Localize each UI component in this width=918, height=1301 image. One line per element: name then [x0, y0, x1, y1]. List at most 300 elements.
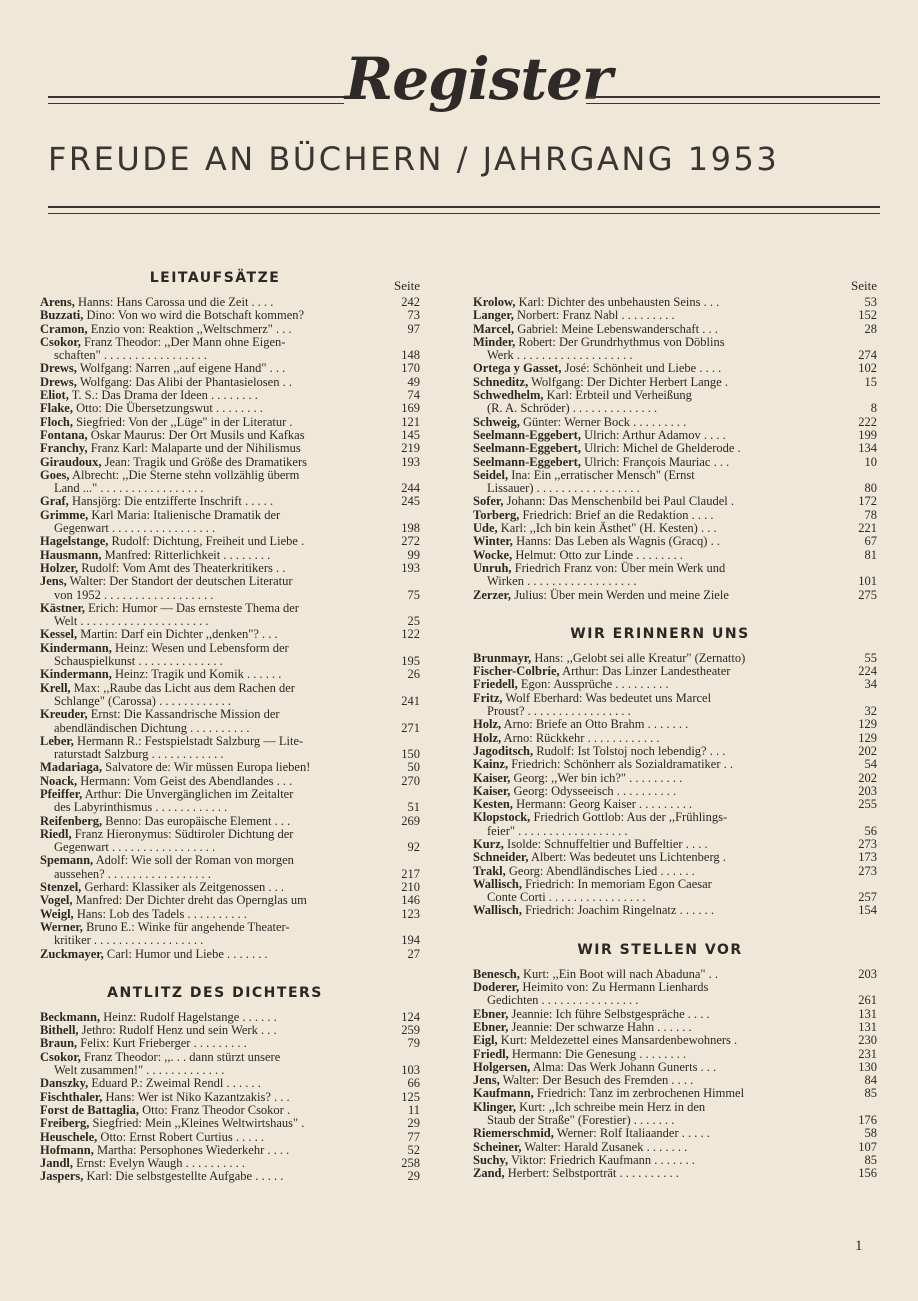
entry-title: Werner: Rolf Italiaander . . . . . [553, 1126, 710, 1141]
entry-author: Flake, [40, 401, 73, 416]
entry-author: Spemann, [40, 853, 94, 868]
index-entry [40, 881, 420, 894]
index-entry [40, 309, 420, 322]
entry-title: Conte Corti . . . . . . . . . . . . . . . . [487, 890, 646, 905]
entry-list [40, 1011, 420, 1184]
index-entry [473, 665, 877, 678]
entry-title: Gegenwart . . . . . . . . . . . . . . . . . [54, 840, 216, 855]
entry-author: Krell, [40, 680, 71, 695]
entry-page: 259 [401, 1023, 420, 1038]
index-entry [473, 798, 877, 811]
entry-text [40, 456, 386, 469]
entry-title: Rudolf: Ist Tolstoj noch lebendig? . . . [533, 743, 726, 758]
entry-author: Benesch, [473, 966, 520, 981]
index-entry [473, 1008, 877, 1021]
index-entry [473, 323, 877, 336]
entry-page [843, 389, 877, 402]
entry-page: 131 [858, 1006, 877, 1021]
entry-author: Kaiser, [473, 783, 511, 798]
entry-author: Jaspers, [40, 1169, 84, 1184]
index-entry [473, 349, 877, 362]
entry-page [386, 854, 420, 867]
entry-page: 122 [401, 627, 420, 642]
index-entry [40, 495, 420, 508]
page-subtitle: FREUDE AN BÜCHERN / JAHRGANG 1953 [48, 140, 780, 178]
entry-author: Ortega y Gasset, [473, 361, 562, 376]
entry-title: Albert: Was bedeutet uns Lichtenberg . [528, 850, 726, 865]
entry-text [40, 655, 386, 668]
index-entry [473, 968, 877, 981]
entry-author: Bithell, [40, 1023, 79, 1038]
index-entry [473, 1074, 877, 1087]
entry-text [40, 549, 386, 562]
index-entry [473, 1101, 877, 1114]
entry-title: Friedrich: Schönherr als Sozialdramatiker . . [508, 757, 734, 772]
entry-text [473, 904, 843, 917]
entry-author: Trakl, [473, 863, 506, 878]
entry-title: Robert: Der Grundrhythmus von Döblins [515, 334, 725, 349]
entry-author: Freiberg, [40, 1116, 90, 1131]
entry-author: Fischer-Colbrie, [473, 664, 560, 679]
header-rule-left-bottom [48, 103, 344, 104]
entry-title: Ulrich: Michel de Ghelderode . [580, 441, 741, 456]
entry-title: Welt zusammen!" . . . . . . . . . . . . . [54, 1063, 225, 1078]
entry-author: Krolow, [473, 295, 516, 309]
index-entry [473, 309, 877, 322]
entry-title: feier" . . . . . . . . . . . . . . . . . . [487, 823, 628, 838]
entry-page: 193 [401, 454, 420, 469]
index-entry [473, 1141, 877, 1154]
entry-author: Holgersen, [473, 1059, 531, 1074]
entry-title: Egon: Aussprüche . . . . . . . . . [517, 677, 669, 692]
entry-author: Wocke, [473, 547, 513, 562]
entry-text [40, 908, 386, 921]
index-entry [40, 628, 420, 641]
index-entry [40, 908, 420, 921]
entry-author: Minder, [473, 334, 516, 349]
left-column [40, 268, 420, 1184]
entry-page: 150 [401, 747, 420, 762]
entry-page: 8 [870, 401, 877, 416]
entry-text [473, 705, 843, 718]
entry-text [40, 828, 386, 841]
entry-page: 15 [864, 374, 877, 389]
index-entry [473, 838, 877, 851]
entry-text [40, 429, 386, 442]
entry-author: Kessel, [40, 627, 78, 642]
entry-page: 221 [858, 521, 877, 536]
header [0, 0, 918, 230]
index-entry [473, 509, 877, 522]
entry-title: von 1952 . . . . . . . . . . . . . . . . . . [54, 587, 214, 602]
header-rule-right-top [586, 96, 880, 98]
entry-title: Hermann: Vom Geist des Abendlandes . . . [77, 773, 293, 788]
index-entry [473, 718, 877, 731]
index-entry [40, 509, 420, 522]
entry-title: abendländischen Dichtung . . . . . . . . . . [54, 720, 250, 735]
entry-page: 125 [401, 1089, 420, 1104]
entry-text [40, 349, 386, 362]
entry-page: 134 [858, 441, 877, 456]
entry-title: aussehen? . . . . . . . . . . . . . . . . . [54, 866, 211, 881]
index-entry [473, 1021, 877, 1034]
entry-page: 85 [864, 1086, 877, 1101]
entry-author: Ebner, [473, 1006, 509, 1021]
entry-page: 242 [401, 295, 420, 309]
entry-author: Beckmann, [40, 1009, 101, 1024]
index-entry [40, 788, 420, 801]
entry-author: Friedell, [473, 677, 518, 692]
entry-author: Giraudoux, [40, 454, 102, 469]
entry-page: 51 [407, 800, 420, 815]
entry-page [386, 642, 420, 655]
entry-page: 170 [401, 361, 420, 376]
entry-title: Wolf Eberhard: Was bedeutet uns Marcel [502, 690, 712, 705]
entry-page [843, 811, 877, 824]
index-entry [473, 772, 877, 785]
entry-author: Grimme, [40, 507, 89, 522]
entry-author: Hofmann, [40, 1142, 94, 1157]
index-entry [473, 549, 877, 562]
entry-text [473, 891, 843, 904]
entry-author: Madariaga, [40, 760, 103, 775]
index-entry [40, 1064, 420, 1077]
index-entry [40, 854, 420, 867]
entry-list [473, 968, 877, 1181]
index-entry [40, 815, 420, 828]
index-entry [40, 894, 420, 907]
entry-page: 230 [858, 1033, 877, 1048]
entry-author: Wallisch, [473, 876, 522, 891]
entry-title: Alma: Das Werk Johann Gunerts . . . [530, 1059, 717, 1074]
index-entry [40, 522, 420, 535]
entry-title: Albrecht: ,,Die Sterne stehn vollzählig überm [69, 467, 300, 482]
index-entry [40, 296, 420, 309]
entry-author: Sofer, [473, 494, 504, 509]
entry-page: 219 [401, 441, 420, 456]
entry-title: Arthur: Das Linzer Landestheater [559, 664, 731, 679]
section-title-spacer [473, 268, 877, 288]
entry-page [386, 602, 420, 615]
index-entry [40, 535, 420, 548]
entry-text [473, 509, 843, 522]
entry-author: Schwedhelm, [473, 388, 544, 403]
index-entry [40, 1037, 420, 1050]
entry-author: Klopstock, [473, 810, 531, 825]
entry-title: Benno: Das europäische Element . . . [102, 813, 291, 828]
entry-author: Cramon, [40, 321, 88, 336]
entry-text [473, 362, 843, 375]
entry-title: Lissauer) . . . . . . . . . . . . . . . . . [487, 481, 640, 496]
entry-author: Werner, [40, 919, 83, 934]
entry-text [40, 761, 386, 774]
entry-title: Franz Theodor: ,,. . . dann stürzt unsere [80, 1049, 281, 1064]
index-entry [40, 442, 420, 455]
index-entry [473, 469, 877, 482]
index-entry [473, 402, 877, 415]
index-entry [40, 1170, 420, 1183]
section-wir-stellen-vor [473, 940, 877, 1181]
entry-page: 32 [864, 704, 877, 719]
entry-text [40, 522, 386, 535]
entry-page: 75 [407, 587, 420, 602]
index-entry [473, 692, 877, 705]
entry-page [843, 1101, 877, 1114]
entry-title: Friedrich Gottlob: Aus der ,,Frühlings- [530, 810, 728, 825]
index-entry [473, 1154, 877, 1167]
index-entry [40, 655, 420, 668]
entry-title: Manfred: Ritterlichkeit . . . . . . . . [101, 547, 271, 562]
entry-page: 11 [407, 1102, 420, 1117]
entry-text [473, 851, 843, 864]
entry-page: 34 [864, 677, 877, 692]
entry-page: 27 [407, 946, 420, 961]
entry-text [40, 682, 386, 695]
entry-author: Ebner, [473, 1019, 509, 1034]
index-entry [40, 775, 420, 788]
entry-page [843, 878, 877, 891]
entry-page: 58 [864, 1126, 877, 1141]
entry-page: 77 [407, 1129, 420, 1144]
entry-text [473, 589, 843, 602]
entry-page: 269 [401, 813, 420, 828]
entry-page: 97 [407, 321, 420, 336]
entry-title: Oskar Maurus: Der Ort Musils und Kafkas [87, 427, 305, 442]
entry-author: Stenzel, [40, 880, 82, 895]
index-entry [40, 402, 420, 415]
entry-title: schaften" . . . . . . . . . . . . . . . . . [54, 348, 207, 363]
index-entry [40, 748, 420, 761]
index-entry [473, 705, 877, 718]
entry-title: Hansjörg: Die entzifferte Inschrift . . . . . [68, 494, 274, 509]
entry-page: 273 [858, 836, 877, 851]
entry-author: Csokor, [40, 334, 81, 349]
entry-text [40, 615, 386, 628]
header-rule-right-bottom [586, 103, 880, 104]
index-entry [40, 801, 420, 814]
entry-page: 102 [858, 361, 877, 376]
entry-title: Max: ,,Raube das Licht aus dem Rachen der [70, 680, 295, 695]
entry-text [40, 735, 386, 748]
entry-title: Walter: Harald Zusanek . . . . . . . [521, 1139, 688, 1154]
entry-text [40, 934, 386, 947]
entry-author: Langer, [473, 308, 514, 323]
entry-text [473, 811, 843, 824]
index-entry [473, 678, 877, 691]
entry-title: Jeannie: Ich führe Selbstgespräche . . . . [508, 1006, 710, 1021]
entry-author: Leber, [40, 733, 74, 748]
entry-author: Unruh, [473, 560, 512, 575]
entry-text [473, 323, 843, 336]
entry-page [386, 708, 420, 721]
entry-text [473, 389, 843, 402]
entry-text [473, 482, 843, 495]
entry-text [473, 981, 843, 994]
entry-text [473, 1127, 843, 1140]
entry-title: Heinz: Tragik und Komik . . . . . . [111, 667, 282, 682]
entry-text [473, 549, 843, 562]
entry-page: 54 [864, 757, 877, 772]
entry-title: Jethro: Rudolf Henz und sein Werk . . . [78, 1023, 277, 1038]
entry-title: Rudolf: Vom Amt des Theaterkritikers . . [78, 560, 286, 575]
entry-title: Ernst: Die Kassandrische Mission der [87, 707, 280, 722]
entry-page: 29 [407, 1169, 420, 1184]
index-entry [473, 745, 877, 758]
entry-author: Floch, [40, 414, 73, 429]
index-entry [473, 1034, 877, 1047]
entry-author: Eigl, [473, 1033, 498, 1048]
entry-page: 55 [864, 650, 877, 665]
entry-page: 202 [858, 743, 877, 758]
entry-text [40, 442, 386, 455]
entry-page: 198 [401, 521, 420, 536]
entry-title: Hanns: Das Leben als Wagnis (Gracq) . . [512, 534, 720, 549]
entry-title: Walter: Der Standort der deutschen Literatur [66, 574, 293, 589]
entry-page [843, 562, 877, 575]
entry-page: 193 [401, 560, 420, 575]
entry-page: 173 [858, 850, 877, 865]
index-entry [40, 575, 420, 588]
entry-title: Gegenwart . . . . . . . . . . . . . . . . . [54, 521, 216, 536]
entry-author: Holzer, [40, 560, 79, 575]
entry-title: Franz Hieronymus: Südtiroler Dichtung der [71, 826, 294, 841]
entry-text [473, 349, 843, 362]
entry-text [40, 841, 386, 854]
entry-title: Carl: Humor und Liebe . . . . . . . [103, 946, 268, 961]
entry-title: Friedrich: In memoriam Egon Caesar [521, 876, 712, 891]
index-entry [40, 1117, 420, 1130]
entry-author: Seelmann-Eggebert, [473, 454, 581, 469]
entry-text [473, 745, 843, 758]
entry-title: des Labyrinthismus . . . . . . . . . . . . [54, 800, 228, 815]
index-entry [40, 1131, 420, 1144]
index-entry [473, 785, 877, 798]
index-entry [40, 695, 420, 708]
entry-author: Marcel, [473, 321, 515, 336]
entry-title: Felix: Kurt Frieberger . . . . . . . . . [77, 1036, 247, 1051]
entry-title: Hanns: Hans Carossa und die Zeit . . . . [74, 295, 274, 309]
entry-title: Siegfried: Von der ,,Lüge" in der Literatur . [72, 414, 293, 429]
index-entry [40, 1104, 420, 1117]
entry-title: Wirken . . . . . . . . . . . . . . . . . . [487, 574, 637, 589]
entry-text [40, 668, 386, 681]
entry-page: 244 [401, 481, 420, 496]
entry-author: Scheiner, [473, 1139, 522, 1154]
section-title: ANTLITZ DES DICHTERS [107, 984, 323, 1001]
entry-page: 255 [858, 797, 877, 812]
index-entry [473, 981, 877, 994]
entry-title: Gedichten . . . . . . . . . . . . . . . . [487, 993, 639, 1008]
entry-title: Heinz: Wesen und Lebensform der [111, 640, 289, 655]
section-leitaufsaetze-continued [473, 268, 877, 602]
entry-title: José: Schönheit und Liebe . . . . [561, 361, 722, 376]
entry-title: Arno: Briefe an Otto Brahm . . . . . . . [501, 717, 689, 732]
entry-text [473, 1087, 843, 1100]
entry-page: 210 [401, 880, 420, 895]
entry-page: 231 [858, 1046, 877, 1061]
index-entry [473, 296, 877, 309]
entry-list [473, 296, 877, 602]
entry-author: Kindermann, [40, 667, 112, 682]
entry-text [40, 602, 386, 615]
entry-author: Seidel, [473, 467, 509, 482]
entry-text [473, 469, 843, 482]
entry-title: raturstadt Salzburg . . . . . . . . . . . . [54, 747, 224, 762]
entry-page: 217 [401, 866, 420, 881]
entry-title: Kurt: ,,Ich schreibe mein Herz in den [515, 1099, 706, 1114]
entry-text [40, 1064, 386, 1077]
entry-author: Csokor, [40, 1049, 81, 1064]
entry-page: 129 [858, 730, 877, 745]
entry-page: 203 [858, 783, 877, 798]
entry-page: 73 [407, 308, 420, 323]
entry-title: Ulrich: François Mauriac . . . [580, 454, 730, 469]
entry-page: 80 [864, 481, 877, 496]
entry-text [40, 921, 386, 934]
index-entry [473, 376, 877, 389]
entry-title: Georg: Odysseeisch . . . . . . . . . . [510, 783, 677, 798]
entry-page: 29 [407, 1116, 420, 1131]
entry-page: 270 [401, 773, 420, 788]
entry-text [40, 509, 386, 522]
entry-author: Kurz, [473, 836, 504, 851]
entry-text [40, 628, 386, 641]
section-title: WIR STELLEN VOR [577, 941, 743, 958]
entry-author: Brunmayr, [473, 650, 532, 665]
index-entry [40, 868, 420, 881]
entry-title: Schlange" (Carossa) . . . . . . . . . . . . [54, 693, 231, 708]
entry-page [843, 469, 877, 482]
index-entry [40, 761, 420, 774]
entry-author: Klinger, [473, 1099, 516, 1114]
index-entry [473, 589, 877, 602]
entry-title: Kurt: Meldezettel eines Mansardenbewohners . [497, 1033, 738, 1048]
entry-text [40, 296, 386, 309]
entry-page: 224 [858, 664, 877, 679]
entry-author: Holz, [473, 730, 502, 745]
entry-text [40, 722, 386, 735]
entry-text [40, 868, 386, 881]
entry-author: Riemerschmid, [473, 1126, 554, 1141]
entry-page: 145 [401, 427, 420, 442]
entry-page: 123 [401, 906, 420, 921]
entry-page: 74 [407, 388, 420, 403]
index-entry [40, 682, 420, 695]
entry-author: Suchy, [473, 1152, 509, 1167]
index-entry [40, 549, 420, 562]
entry-page: 85 [864, 1152, 877, 1167]
entry-text [473, 968, 843, 981]
entry-title: Hermann R.: Festspielstadt Salzburg — Lite- [73, 733, 304, 748]
entry-title: Herbert: Selbstporträt . . . . . . . . . . [504, 1166, 679, 1181]
entry-page: 101 [858, 574, 877, 589]
index-entry [473, 878, 877, 891]
entry-title: Ernst: Evelyn Waugh . . . . . . . . . . [73, 1156, 246, 1171]
entry-page: 53 [864, 295, 877, 309]
entry-text [473, 535, 843, 548]
entry-title: Ulrich: Arthur Adamov . . . . [580, 427, 726, 442]
entry-author: Jens, [473, 1073, 500, 1088]
entry-title: Rudolf: Dichtung, Freiheit und Liebe . [108, 534, 305, 549]
entry-page: 66 [407, 1076, 420, 1091]
index-entry [473, 758, 877, 771]
entry-title: Karl Maria: Italienische Dramatik der [88, 507, 281, 522]
index-entry [40, 469, 420, 482]
entry-page [843, 336, 877, 349]
entry-text [40, 695, 386, 708]
entry-text [473, 1034, 843, 1047]
index-entry [473, 442, 877, 455]
